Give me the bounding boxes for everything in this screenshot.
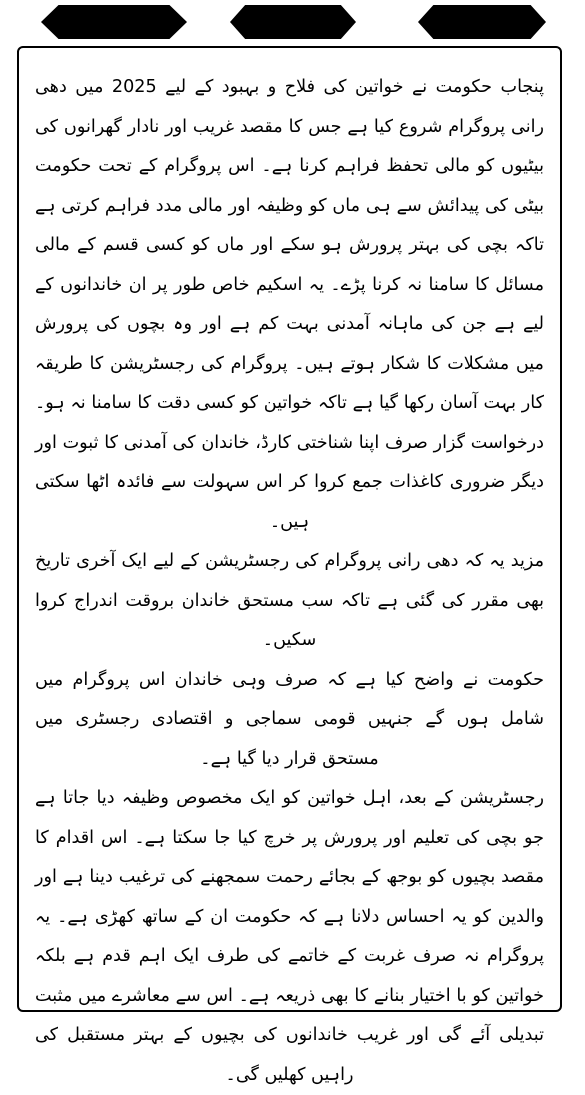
- article-paragraph-2: مزید یہ کہ دھی رانی پروگرام کی رجسٹریشن کے لیے ایک آخری تاریخ بھی مقرر کی گئی ہے تاکہ سب مستحق خاندان بروقت اندراج کروا سکیں۔: [35, 551, 544, 650]
- nav-tab-center[interactable]: [230, 5, 356, 39]
- article-panel: [17, 46, 562, 1085]
- article-paragraph-4: رجسٹریشن کے بعد، اہل خواتین کو ایک مخصوص وظیفہ دیا جاتا ہے جو بچی کی تعلیم اور پرورش پر خرچ کیا جا سکتا ہے۔ اس اقدام کا مقصد بچیوں کو بوجھ کے بجائے رحمت سمجھنے کی ترغیب دینا ہے اور والدین کو یہ احساس دلانا ہے کہ حکومت ان کے ساتھ کھڑی ہے۔ یہ پروگرام نہ صرف غربت کے خاتمے کی طرف ایک اہم قدم ہے بلکہ خواتین کو با اختیار بنانے کا بھی ذریعہ ہے۔ اس سے معاشرے میں مثبت تبدیلی آئے گی اور غریب خاندانوں کی بچیوں کے بہتر مستقبل کی راہیں کھلیں گی۔: [35, 788, 544, 1085]
- article-body: [35, 68, 544, 1095]
- top-navigation-bar: [0, 0, 585, 46]
- article-paragraph-3: حکومت نے واضح کیا ہے کہ صرف وہی خاندان اس پروگرام میں شامل ہوں گے جنہیں قومی سماجی و اقتصادی رجسٹری میں مستحق قرار دیا گیا ہے۔: [35, 669, 544, 769]
- article-paragraph-1: پنجاب حکومت نے خواتین کی فلاح و بہبود کے لیے 2025 میں دھی رانی پروگرام شروع کیا ہے جس کا مقصد غریب اور نادار گھرانوں کی بیٹیوں کو مالی تحفظ فراہم کرنا ہے۔ اس پروگرام کے تحت حکومت بیٹی کی پیدائش سے ہی ماں کو وظیفہ اور مالی مدد فراہم کرتی ہے تاکہ بچی کی بہتر پرورش ہو سکے اور ماں کو کسی قسم کے مالی مسائل کا سامنا نہ کرنا پڑے۔ یہ اسکیم خاص طور پر ان خاندانوں کے لیے ہے جن کی ماہانہ آمدنی بہت کم ہے اور وہ بچوں کی پرورش میں مشکلات کا شکار ہوتے ہیں۔ پروگرام کی رجسٹریشن کا طریقہ کار بہت آسان رکھا گیا ہے تاکہ خواتین کو کسی دقت کا سامنا نہ ہو۔ درخواست گزار صرف اپنا شناختی کارڈ، خاندان کی آمدنی کا ثبوت اور دیگر ضروری کاغذات جمع کروا کر اس سہولت سے فائدہ اٹھا سکتی ہیں۔: [35, 77, 544, 532]
- nav-tab-right[interactable]: [418, 5, 546, 39]
- nav-tab-left[interactable]: [41, 5, 187, 39]
